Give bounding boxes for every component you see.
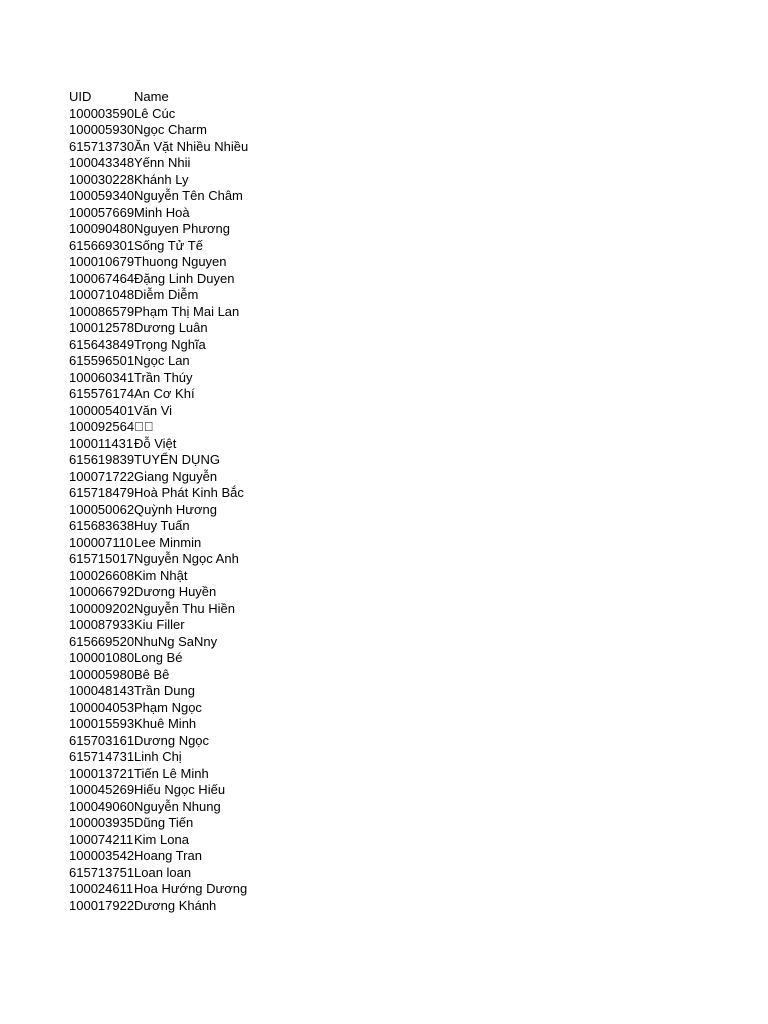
uid-cell: 100087933 [69,617,134,632]
name-cell: Đỗ Việt [134,435,177,451]
uid-cell: 100066792 [69,584,134,599]
uid-cell: 615669301 [69,237,134,253]
name-cell: Trọng Nghĩa [134,336,206,352]
table-row [69,386,248,403]
uid-cell: 100045269 [69,782,134,797]
name-cell: Kim Nhật [134,567,188,583]
uid-cell: 100011431 [69,435,134,451]
name-cell: Dương Huyền [134,584,217,599]
name-cell: Quỳnh Hương [134,501,217,517]
name-cell: Ngọc Charm [134,122,207,137]
uid-cell: 100005980 [69,666,134,682]
table-row [69,403,248,420]
uid-cell: 615713751 [69,864,134,880]
uid-cell: 615683638 [69,518,134,533]
uid-cell: 615713730 [69,138,134,154]
name-cell: Nguyễn Tên Châm [134,188,243,203]
table-row [69,749,248,766]
uid-cell: 100017922 [69,897,134,913]
name-cell: Nguyễn Nhung [134,798,221,814]
table-row [69,106,248,123]
table-row [69,617,248,634]
uid-cell: 100003935 [69,815,134,830]
uid-cell: 100067464 [69,270,134,286]
name-cell: Dương Khánh [134,897,217,913]
uid-cell: 100001080 [69,650,134,665]
table-row [69,155,248,172]
name-cell: Hiếu Ngọc Hiếu [134,782,226,797]
table-row [69,139,248,156]
table-row [69,287,248,304]
name-cell: Phạm Ngọc [134,699,202,715]
uid-cell: 615703161 [69,732,134,748]
uid-cell: 615669520 [69,633,134,649]
spreadsheet [69,89,248,914]
name-cell: Nguyen Phương [134,221,231,236]
uid-cell: 615718479 [69,485,134,500]
uid-cell: 100071722 [69,468,134,484]
uid-cell: 100005401 [69,402,134,418]
uid-cell: 100086579 [69,303,134,319]
name-cell: Giang Nguyễn [134,468,218,484]
uid-cell: 100010679 [69,254,134,269]
table-row [69,584,248,601]
name-cell: Hoà Phát Kinh Bắc [134,485,244,500]
name-cell: Huy Tuấn [134,518,190,533]
name-cell: Trần Dung [134,683,195,698]
table-row [69,320,248,337]
table-row [69,733,248,750]
table-row [69,700,248,717]
uid-cell: 100005930 [69,122,134,137]
table-row [69,337,248,354]
name-cell: Tiến Lê Minh [134,765,209,781]
table-row [69,667,248,684]
name-cell: NhuNg SaNny [134,633,218,649]
table-row [69,799,248,816]
table-row [69,551,248,568]
table-row [69,304,248,321]
name-cell: Thuong Nguyen [134,254,227,269]
uid-cell: 100030228 [69,171,134,187]
name-cell: Lee Minmin [134,534,202,550]
uid-cell: 100009202 [69,600,134,616]
uid-cell: 100090480 [69,221,134,236]
name-cell: TUYỂN DỤNG [134,452,220,467]
table-row [69,881,248,898]
header-uid: UID [69,89,92,104]
header-row [69,89,248,106]
table-row [69,716,248,733]
table-row [69,436,248,453]
table-row [69,188,248,205]
name-cell: Yếnn Nhii [134,155,191,170]
uid-cell: 100049060 [69,798,134,814]
uid-cell: 100057669 [69,204,134,220]
table-row [69,205,248,222]
name-cell: Loan loan [134,864,192,880]
uid-cell: 100026608 [69,567,134,583]
name-cell: Nguyễn Thu Hiền [134,600,235,616]
uid-cell: 615619839 [69,452,134,467]
uid-cell: 100012578 [69,320,134,335]
name-cell: Khánh Ly [134,171,189,187]
uid-cell: 615715017 [69,551,134,566]
uid-cell: 615576174 [69,386,134,401]
uid-cell: 100060341 [69,369,134,385]
uid-cell: 100015593 [69,716,134,731]
name-cell: 􀀀􀀀 [134,419,154,434]
table-row [69,650,248,667]
name-cell: Long Bé [134,650,183,665]
name-cell: Linh Chị [134,749,182,764]
table-row [69,848,248,865]
name-cell: Sống Tử Tế [134,237,203,253]
table-row [69,370,248,387]
table-row [69,832,248,849]
uid-cell: 100004053 [69,699,134,715]
table-row [69,815,248,832]
name-cell: Phạm Thị Mai Lan [134,303,240,319]
table-row [69,254,248,271]
header-name: Name [134,89,169,104]
name-cell: Hoang Tran [134,848,202,863]
name-cell: Ngọc Lan [134,353,190,368]
name-cell: Khuê Minh [134,716,197,731]
uid-cell: 615643849 [69,336,134,352]
name-cell: Văn Vi [134,402,173,418]
table-row [69,634,248,651]
name-cell: Hoa Hướng Dương [134,881,248,896]
name-cell: Dương Ngọc [134,732,210,748]
name-cell: Dương Luân [134,320,208,335]
table-row [69,271,248,288]
uid-cell: 615596501 [69,353,134,368]
table-row [69,221,248,238]
uid-cell: 100071048 [69,287,134,302]
table-row [69,485,248,502]
uid-cell: 100024611 [69,881,134,896]
uid-cell: 100007110 [69,534,134,550]
table-row [69,172,248,189]
name-cell: Lê Cúc [134,105,176,121]
data-rows [69,106,248,915]
table-row [69,766,248,783]
table-row [69,568,248,585]
table-row [69,469,248,486]
name-cell: An Cơ Khí [134,386,195,401]
uid-cell: 100048143 [69,683,134,698]
uid-cell: 100043348 [69,155,134,170]
uid-cell: 100013721 [69,765,134,781]
uid-cell: 100003542 [69,848,134,863]
table-row [69,122,248,139]
name-cell: Trần Thúy [134,369,193,385]
table-row [69,353,248,370]
table-row [69,502,248,519]
table-row [69,535,248,552]
name-cell: Kim Lona [134,831,189,847]
name-cell: Kiu Filler [134,617,185,632]
table-row [69,865,248,882]
table-row [69,898,248,915]
uid-cell: 100050062 [69,501,134,517]
table-row [69,238,248,255]
uid-cell: 615714731 [69,749,134,764]
name-cell: Minh Hoà [134,204,190,220]
table-row [69,601,248,618]
table-row [69,452,248,469]
uid-cell: 100059340 [69,188,134,203]
uid-cell: 100092564 [69,419,134,434]
name-cell: Bê Bê [134,666,170,682]
uid-cell: 100003590 [69,105,134,121]
table-row [69,683,248,700]
name-cell: Diễm Diễm [134,287,199,302]
table-row [69,782,248,799]
table-row [69,419,248,436]
uid-cell: 100074211 [69,831,134,847]
name-cell: Dũng Tiến [134,815,194,830]
name-cell: Đặng Linh Duyen [134,270,235,286]
name-cell: Ăn Vặt Nhiều Nhiều [134,138,249,154]
name-cell: Nguyễn Ngọc Anh [134,551,239,566]
table-row [69,518,248,535]
